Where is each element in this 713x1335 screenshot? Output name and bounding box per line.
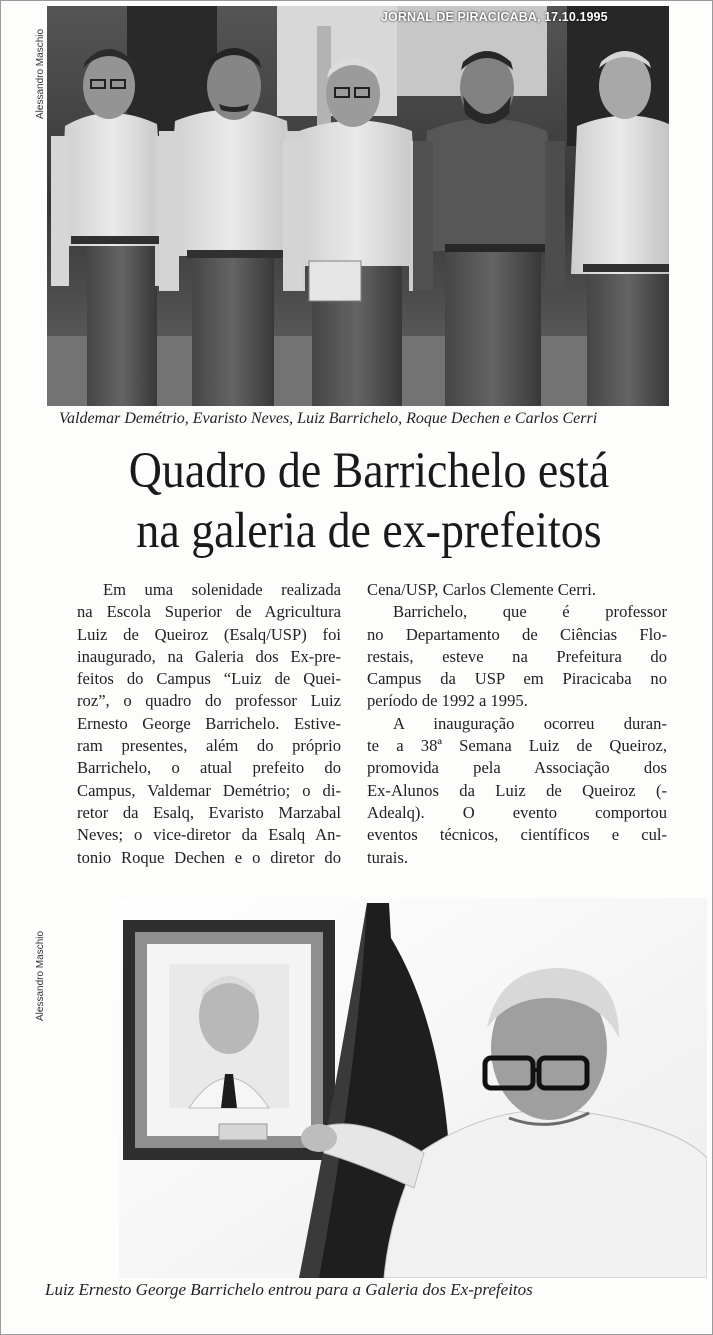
headline-line-2: na galeria de ex-prefeitos bbox=[136, 503, 602, 559]
article-line: restais, esteve na Prefeitura do bbox=[367, 646, 667, 666]
article-line: Barrichelo, que é professor bbox=[393, 602, 667, 622]
article-line: Adealq). O evento comportou bbox=[367, 802, 667, 822]
article-line: Ernesto George Barrichelo. Estive- bbox=[77, 713, 341, 733]
article-column-1 bbox=[77, 579, 341, 869]
article-line: Ex-Alunos da Luiz de Queiroz (- bbox=[367, 780, 667, 800]
article-line: Cena/USP, Carlos Clemente Cerri. bbox=[367, 580, 597, 599]
article-line: Luiz de Queiroz (Esalq/USP) foi bbox=[77, 624, 341, 644]
framed-portrait bbox=[123, 920, 335, 1160]
article-line: promovida pela Associação dos bbox=[367, 758, 667, 778]
article-line: roz”, o quadro do professor Luiz bbox=[77, 691, 341, 711]
article-line: Campus da USP em Piracicaba no bbox=[367, 669, 667, 689]
photo-caption: Luiz Ernesto George Barrichelo entrou para a Galeria dos Ex-prefeitos bbox=[45, 1280, 533, 1299]
article-line: Em uma solenidade realizada bbox=[103, 580, 341, 599]
article-line: tonio Roque Dechen e o diretor do bbox=[77, 847, 341, 867]
article-line: Barrichelo, o atual prefeito do bbox=[77, 758, 341, 778]
headline-line-1: Quadro de Barrichelo está bbox=[128, 443, 610, 499]
article-column-2 bbox=[367, 579, 667, 869]
article-line: Neves; o vice-diretor da Esalq An- bbox=[77, 825, 341, 845]
article-line: turais. bbox=[367, 847, 409, 867]
newspaper-masthead-date: JORNAL DE PIRACICABA, 17.10.1995 bbox=[381, 10, 608, 24]
article-line: retor da Esalq, Evaristo Marzabal bbox=[77, 802, 341, 822]
photo-caption: Valdemar Demétrio, Evaristo Neves, Luiz Barrichelo, Roque Dechen e Carlos Cerri bbox=[59, 410, 598, 427]
photo-credit: Alessandro Maschio bbox=[35, 28, 46, 119]
article-line: no Departamento de Ciências Flo- bbox=[367, 624, 667, 644]
article-line: ram presentes, além do próprio bbox=[77, 736, 341, 756]
article-line: Campus, Valdemar Demétrio; o di- bbox=[77, 780, 341, 800]
article-line: te a 38ª Semana Luiz de Queiroz, bbox=[367, 736, 667, 756]
portrait-unveiling-photo bbox=[119, 898, 707, 1278]
article-line: inaugurado, na Galeria dos Ex-pre- bbox=[77, 646, 341, 666]
article-line: eventos técnicos, científicos e cul- bbox=[367, 825, 667, 845]
article-line: período de 1992 a 1995. bbox=[367, 691, 528, 711]
headline bbox=[81, 441, 657, 561]
article-line: feitos do Campus “Luiz de Quei- bbox=[77, 669, 341, 689]
photo-credit: Alessandro Maschio bbox=[35, 930, 46, 1021]
group-photo bbox=[47, 6, 669, 406]
article-line: A inauguração ocorreu duran- bbox=[393, 713, 667, 733]
article-line: na Escola Superior de Agricultura bbox=[77, 602, 341, 622]
